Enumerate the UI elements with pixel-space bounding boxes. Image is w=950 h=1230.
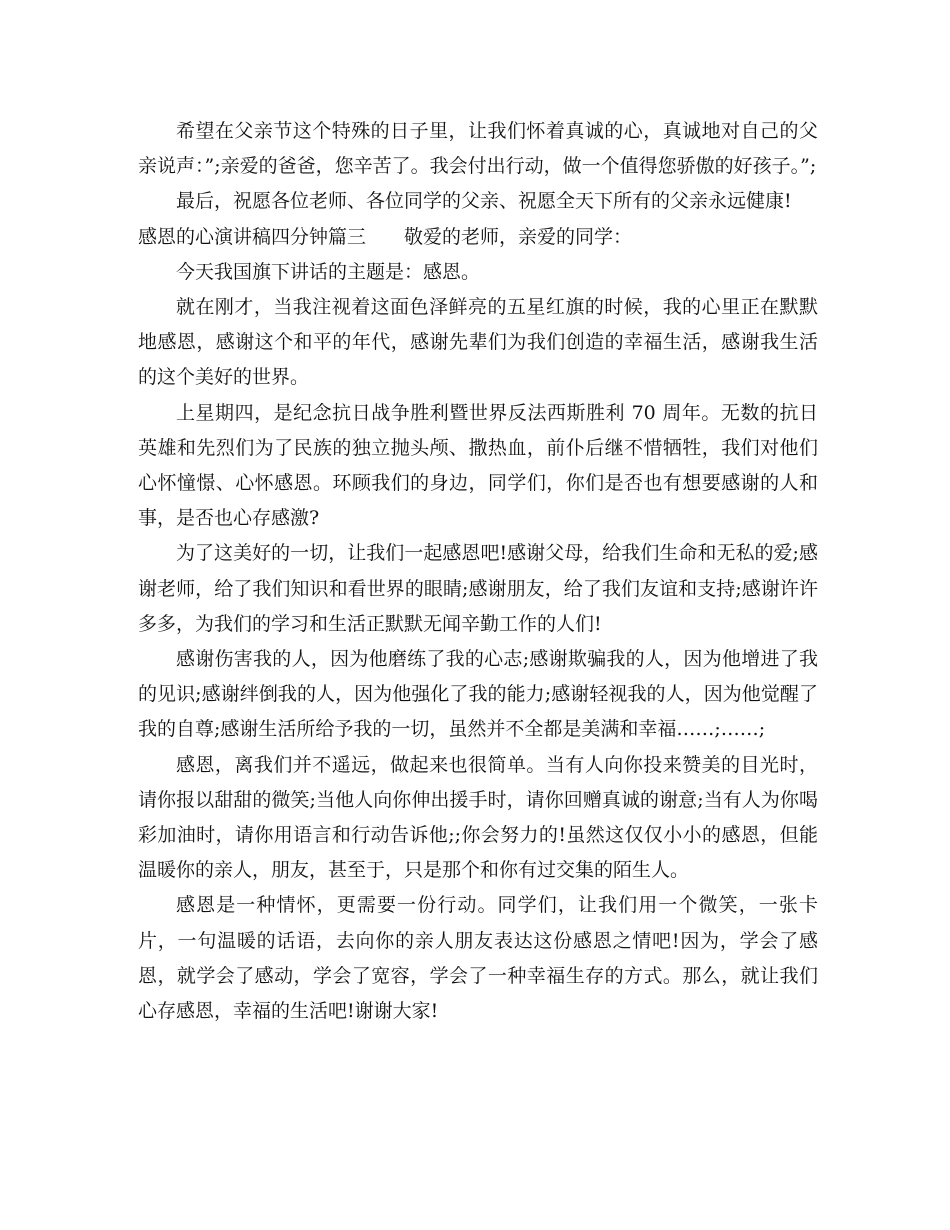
paragraph-fathers-day-wish: 希望在父亲节这个特殊的日子里，让我们怀着真诚的心，真诚地对自己的父亲说声：”;亲爱的爸爸，您辛苦了。我会付出行动，做一个值得您骄傲的好孩子。”; — [138, 120, 818, 178]
section-heading-line — [138, 220, 818, 255]
greeting: 敬爱的老师，亲爱的同学： — [404, 225, 633, 248]
paragraph-closing: 感恩是一种情怀，更需要一份行动。同学们，让我们用一个微笑，一张卡片，一句温暖的话语，去向你的亲人朋友表达这份感恩之情吧!因为，学会了感恩，就学会了感动，学会了宽容，学会了一种幸福生存的方式。那么，就让我们心存感恩，幸福的生活吧!谢谢大家! — [138, 894, 818, 1023]
paragraph-thanks-list: 为了这美好的一切，让我们一起感恩吧!感谢父母，给我们生命和无私的爱;感谢老师，给了我们知识和看世界的眼睛;感谢朋友，给了我们友谊和支持;感谢许许多多，为我们的学习和生活正默默无闻辛勤工作的人们! — [138, 542, 818, 635]
paragraph-anniversary: 上星期四，是纪念抗日战争胜利暨世界反法西斯胜利 70 周年。无数的抗日英雄和先烈们为了民族的独立抛头颅、撒热血，前仆后继不惜牺牲，我们对他们心怀憧憬、心怀感恩。环顾我们的身边，同学们，你们是否也有想要感谢的人和事，是否也心存感激? — [138, 401, 818, 530]
document-page — [138, 114, 818, 1029]
paragraph-thanks-adversity: 感谢伤害我的人，因为他磨练了我的心志;感谢欺骗我的人，因为他增进了我的见识;感谢绊倒我的人，因为他强化了我的能力;感谢轻视我的人，因为他觉醒了我的自尊;感谢生活所给予我的一切，虽然并不全都是美满和幸福……;……; — [138, 648, 818, 741]
paragraph-flag: 就在刚才，当我注视着这面色泽鲜亮的五星红旗的时候，我的心里正在默默地感恩，感谢这个和平的年代，感谢先辈们为我们创造的幸福生活，感谢我生活的这个美好的世界。 — [138, 296, 818, 389]
paragraph-simple-gratitude: 感恩，离我们并不遥远，做起来也很简单。当有人向你投来赞美的目光时，请你报以甜甜的微笑;当他人向你伸出援手时，请你回赠真诚的谢意;当有人为你喝彩加油时，请你用语言和行动告诉他;;你会努力的!虽然这仅仅小小的感恩，但能温暖你的亲人，朋友，甚至于，只是那个和你有过交集的陌生人。 — [138, 753, 818, 882]
section-title: 感恩的心演讲稿四分钟篇三 — [138, 225, 367, 248]
paragraph-blessing: 最后，祝愿各位老师、各位同学的父亲、祝愿全天下所有的父亲永远健康! — [176, 190, 792, 213]
paragraph-topic: 今天我国旗下讲话的主题是：感恩。 — [176, 260, 481, 283]
